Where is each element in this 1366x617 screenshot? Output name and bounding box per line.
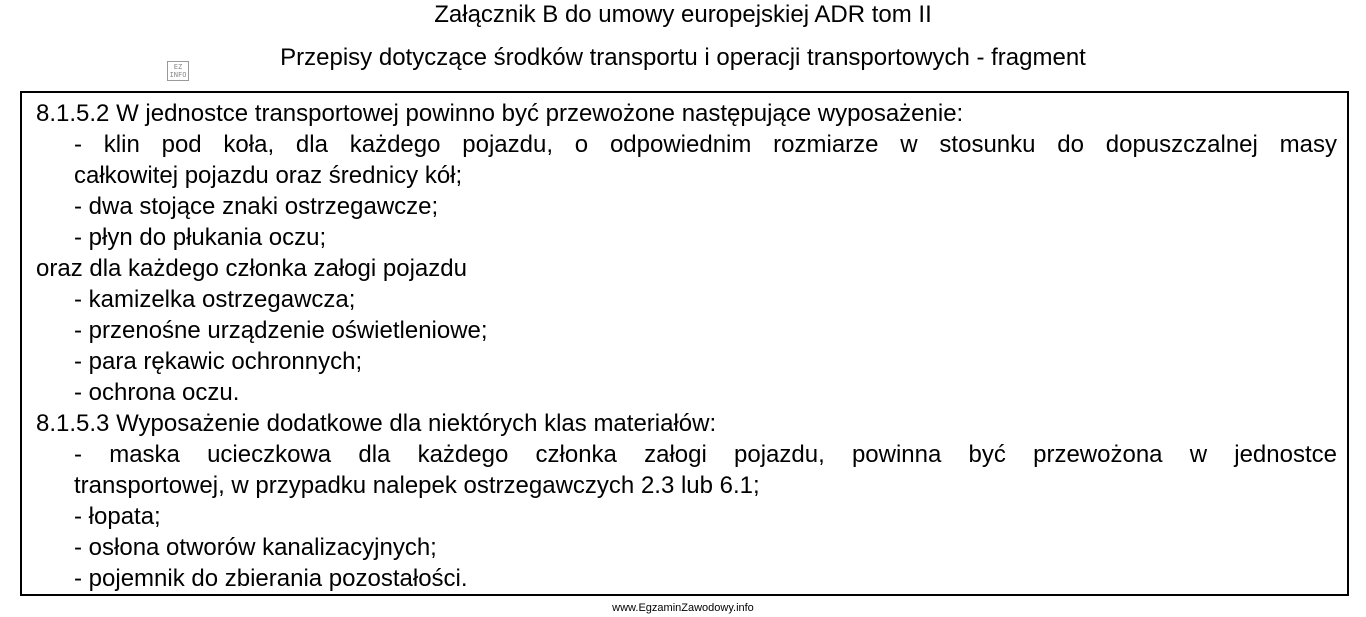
list-item-collection-container: - pojemnik do zbierania pozostałości. xyxy=(74,565,468,592)
list-item-drain-cover: - osłona otworów kanalizacyjnych; xyxy=(74,534,437,561)
list-item-escape-mask-continued: transportowej, w przypadku nalepek ostrzegawczych 2.3 lub 6.1; xyxy=(74,472,760,499)
document-title: Załącznik B do umowy europejskiej ADR tom II xyxy=(434,1,932,28)
list-item-warning-signs: - dwa stojące znaki ostrzegawcze; xyxy=(74,193,439,220)
section-8-1-5-2-heading: 8.1.5.2 W jednostce transportowej powinno być przewożone następujące wyposażenie: xyxy=(36,100,964,127)
list-item-portable-light: - przenośne urządzenie oświetleniowe; xyxy=(74,317,488,344)
list-item-escape-mask: - maska ucieczkowa dla każdego członka załogi pojazdu, powinna być przewożona w jednostce xyxy=(74,441,1337,468)
section-8-1-5-3-heading: 8.1.5.3 Wyposażenie dodatkowe dla niektórych klas materiałów: xyxy=(36,410,717,437)
footer-site-link: www.EgzaminZawodowy.info xyxy=(612,602,754,614)
list-item-eye-rinse: - płyn do płukania oczu; xyxy=(74,224,327,251)
list-item-eye-protection: - ochrona oczu. xyxy=(74,379,240,406)
list-item-warning-vest: - kamizelka ostrzegawcza; xyxy=(74,286,356,313)
document-subtitle: Przepisy dotyczące środków transportu i operacji transportowych - fragment xyxy=(280,44,1086,71)
list-item-wheel-chock: - klin pod koła, dla każdego pojazdu, o odpowiednim rozmiarze w stosunku do dopuszczalnej masy xyxy=(74,131,1337,158)
watermark-logo-icon: EZ INFO xyxy=(167,61,189,81)
list-item-gloves: - para rękawic ochronnych; xyxy=(74,348,363,375)
list-item-shovel: - łopata; xyxy=(74,503,161,530)
list-item-wheel-chock-continued: całkowitej pojazdu oraz średnicy kół; xyxy=(74,162,463,189)
regulation-box xyxy=(20,91,1349,596)
crew-member-intro: oraz dla każdego członka załogi pojazdu xyxy=(36,255,467,282)
